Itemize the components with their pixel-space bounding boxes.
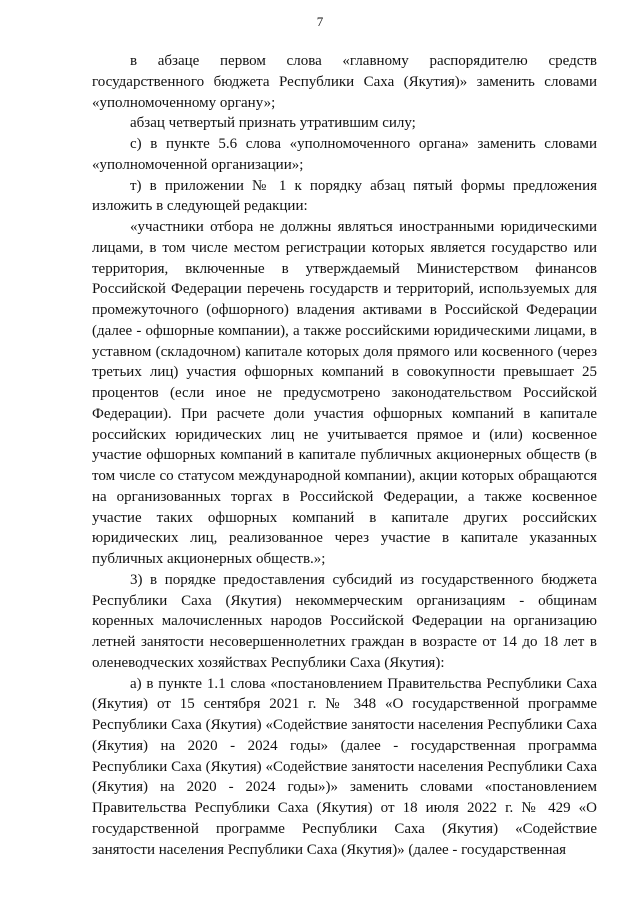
paragraph-abzac-chetvertyj: абзац четвертый признать утратившим силу; [130, 115, 416, 132]
paragraph-punkt-a: а) в пункте 1.1 слова «постановлением Правительства Республики Саха (Якутия) от 15 сентября 2021 г. № 348 «О государственной программе Республики Саха (Якутия) «Содействие занятости населения Республики Саха (Якутия) на 2020 - 2024 годы» (далее - государственная программа Республики Саха (Якутия) «Содействие занятости населения Республики Саха (Якутия) на 2020 - 2024 годы»)» заменить словами «постановлением Правительства Республики Саха (Якутия) от 18 июля 2022 г. № 429 «О государственной программе Республики Саха (Якутия) «Содействие занятости населения Республики Саха (Якутия)» (далее - государственная [92, 675, 597, 858]
paragraph-abzac-pervyj: в абзаце первом слова «главному распорядителю средств государственного бюджета Республики Саха (Якутия)» заменить словами «уполномоченному органу»; [92, 53, 597, 111]
page-number: 7 [316, 14, 324, 29]
paragraph-punkt-t: т) в приложении № 1 к порядку абзац пятый формы предложения изложить в следующей редакции: [92, 177, 597, 215]
paragraph-offshore-quote: «участники отбора не должны являться иностранными юридическими лицами, в том числе местом регистрации которых является государство или территория, включенные в утверждаемый Министерством финансов Российской Федерации перечень государств и территорий, используемых для промежуточного (офшорного) владения активами в Российской Федерации (далее - офшорные компании), а также российскими юридическими лицами, в уставном (складочном) капитале которых доля прямого или косвенного (через третьих лиц) участия офшорных компаний в совокупности превышает 25 процентов (если иное не предусмотрено законодательством Российской Федерации). При расчете доли участия офшорных компаний в капитале российских юридических лиц не учитывается прямое и (или) косвенное участие офшорных компаний в капитале публичных акционерных обществ (в том числе со статусом международной компании), акции которых обращаются на организованных торгах в Российской Федерации, а также косвенное участие таких офшорных компаний в капитале других российских юридических лиц, реализованное через участие в капитале указанных публичных акционерных обществ.»; [92, 219, 597, 567]
paragraph-section-3: 3) в порядке предоставления субсидий из государственного бюджета Республики Саха (Якутия) некоммерческим организациям - общинам коренных малочисленных народов Российской Федерации на организацию летней занятости несовершеннолетних граждан в возрасте от 14 до 18 лет в оленеводческих хозяйствах Республики Саха (Якутия): [92, 571, 597, 671]
document-body [92, 51, 597, 860]
paragraph-punkt-s: с) в пункте 5.6 слова «уполномоченного органа» заменить словами «уполномоченной организации»; [92, 136, 597, 173]
